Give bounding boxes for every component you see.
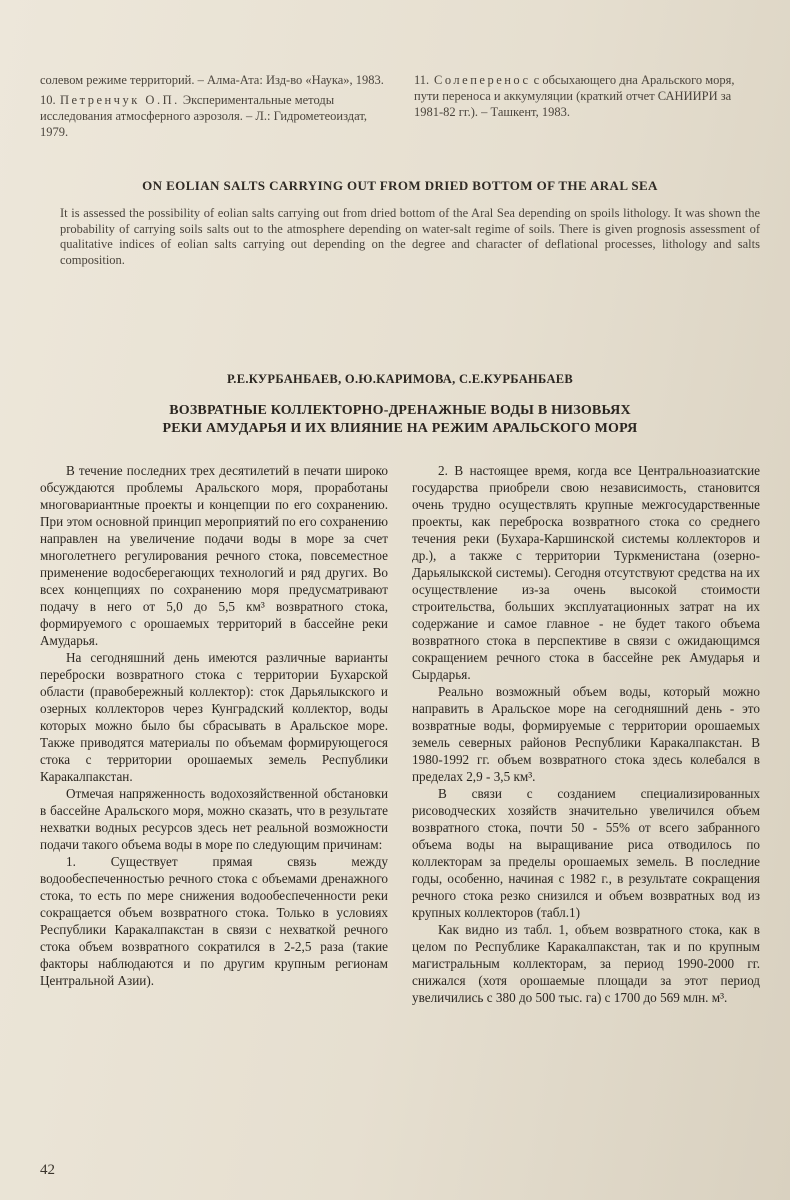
reference-number: 11. (414, 73, 430, 87)
body-right-column (412, 462, 760, 1006)
article-body (40, 462, 760, 1006)
page-number: 42 (40, 1162, 55, 1178)
references-right-column (414, 72, 760, 144)
article-authors: Р.Е.КУРБАНБАЕВ, О.Ю.КАРИМОВА, С.Е.КУРБАНБАЕВ (226, 372, 574, 386)
body-paragraph: В связи с созданием специализированных рисоводческих хозяйств значительно увеличился объем возвратного стока, почти 50 - 55% от всего забранного объема воды на выращивание риса отводилось по коллекторам за пределы орошаемых земель. В последние годы, особенно, начиная с 1982 г., в результате сокращения речного стока резко снизился и объем возвратных вод из крупных коллекторов (табл.1) (412, 786, 760, 920)
english-summary-title: ON EOLIAN SALTS CARRYING OUT FROM DRIED BOTTOM OF THE ARAL SEA (142, 178, 658, 193)
reference-author: Солеперенос (434, 73, 531, 87)
body-paragraph: 2. В настоящее время, когда все Центральноазиатские государства приобрели свою независимость, становится очень трудно осуществлять крупные межгосударственные проекты, как переброска возвратного стока со среднего течения реки (Бухара-Каршинской системы коллекторов и др.), а также с территории Туркменистана (озерно-Дарьялыкской системы). Сегодня отсутствуют средства на их осуществление из-за очень высокой стоимости строительства, больших эксплуатационных затрат на их содержание и самое главное - не будет такого объема возвратного стока в перспективе в связи с ожидающимся сокращением речного стока в бассейне рек Амударья и Сырдарья. (412, 463, 760, 682)
reference-item (414, 72, 760, 120)
reference-text: Экспериментальные методы исследования атмосферного аэрозоля. – Л.: Гидрометеоиздат, 1979. (40, 93, 368, 139)
article-title-line: ВОЗВРАТНЫЕ КОЛЛЕКТОРНО-ДРЕНАЖНЫЕ ВОДЫ В НИЗОВЬЯХ (169, 403, 631, 418)
body-paragraph: 1. Существует прямая связь между водообеспеченностью речного стока с объемами дренажного стока, то есть по мере снижения водообеспеченности реки сокращается объем возвратного стока. Только в условиях Республики Каракалпакстан в связи с нехваткой речного стока объем возвратного сократился в 2-2,5 раза (такие факторы наблюдаются и по другим крупным регионам Центральной Азии). (40, 854, 388, 988)
references-left-column (40, 72, 386, 144)
body-paragraph: Отмечая напряженность водохозяйственной обстановки в бассейне Аральского моря, можно сказать, что в результате нехватки водных ресурсов здесь нет реальной возможности подачи такого объема воды в море по следующим причинам: (40, 786, 388, 852)
body-left-column (40, 462, 388, 1006)
reference-number: 10. (40, 93, 56, 107)
reference-text: с обсыхающего дна Аральского моря, пути переноса и аккумуляции (краткий отчет САНИИРИ за 1981-82 гг.). – Ташкент, 1983. (414, 73, 735, 119)
article-title (40, 402, 760, 438)
article-title-line: РЕКИ АМУДАРЬЯ И ИХ ВЛИЯНИЕ НА РЕЖИМ АРАЛЬСКОГО МОРЯ (162, 421, 638, 436)
reference-item (40, 72, 386, 88)
english-summary-abstract: It is assessed the possibility of eolian salts carrying out from dried bottom of the Aral Sea depending on spoils lithology. It was shown the probability of carrying soils salts out to the atmosphere depending on water-salt regime of soils. There is given prognosis assessment of qualitative indices of eolian salts carrying out depending on the degree and character of deflational processes, lithology and salts composition. (60, 206, 760, 267)
body-paragraph: На сегодняшний день имеются различные варианты переброски возвратного стока с территории Бухарской области (правобережный коллектор): сток Дарьялыкского и озерных коллекторов через Кунградский коллектор, воды которых можно было бы сбрасывать в Аральское море. Также приводятся материалы по объемам формирующегося стока с территории орошаемых земель Республики Каракалпакстан. (40, 650, 388, 784)
references-block (40, 72, 760, 144)
reference-text: солевом режиме территорий. – Алма-Ата: Изд-во «Наука», 1983. (40, 73, 384, 87)
reference-author: Петренчук О.П. (60, 93, 180, 107)
reference-item (40, 92, 386, 140)
body-paragraph: В течение последних трех десятилетий в печати широко обсуждаются проблемы Аральского моря, проработаны многовариантные проекты и концепции по его сохранению. При этом основной принцип мероприятий по его сохранению направлен на увеличение подачи воды в море за счет многолетнего регулирования речного стока, повсеместное применение водосберегающих технологий и ряд других. Во всех концепциях по сохранению моря предусматривают подачу в него от 5,0 до 5,5 км³ возвратного стока, формируемого с орошаемых территорий в бассейне реки Амударья. (40, 463, 388, 648)
body-paragraph: Реально возможный объем воды, который можно направить в Аральское море на сегодняшний день - это возвратные воды, формируемые с территории орошаемых земель северных районов Республики Каракалпакстан. В 1980-1992 гг. объем возвратного стока здесь колебался в пределах 2,9 - 3,5 км³. (412, 684, 760, 784)
body-paragraph: Как видно из табл. 1, объем возвратного стока, как в целом по Республике Каракалпакстан, так и по крупным магистральным коллекторам, за период 1990-2000 гг. снижался (хотя орошаемые площади за этот период увеличились с 380 до 500 тыс. га) с 1700 до 569 млн. м³. (412, 922, 760, 1005)
